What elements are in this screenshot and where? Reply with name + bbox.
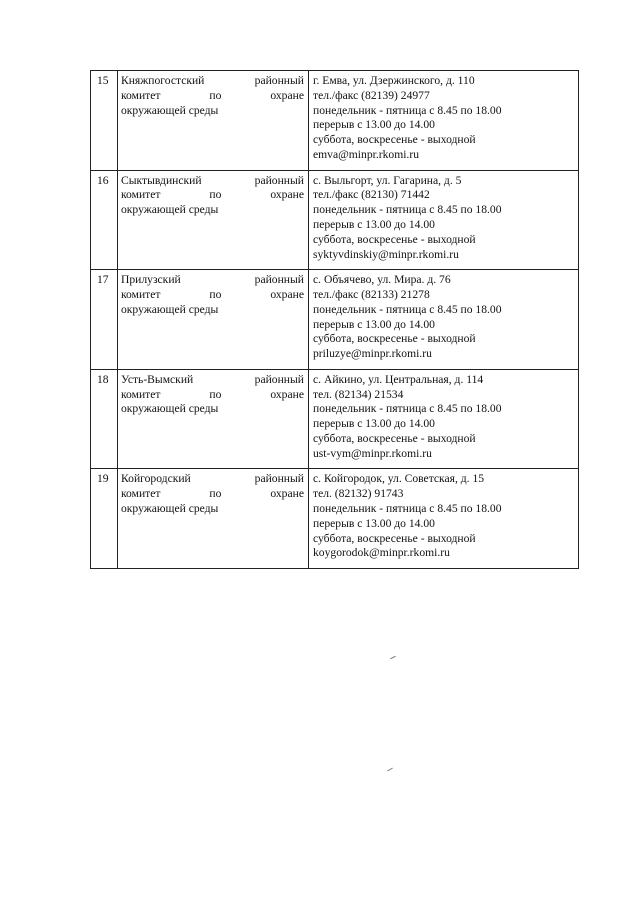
committee-name-word: охране: [270, 287, 304, 301]
break-hours: перерыв с 13.00 до 14.00: [313, 217, 435, 231]
committee-name-line: [121, 373, 304, 388]
committee-name-line: [121, 487, 304, 502]
committee-name-word: охране: [270, 487, 304, 501]
break-hours: перерыв с 13.00 до 14.00: [313, 317, 435, 331]
break-hours: перерыв с 13.00 до 14.00: [313, 118, 435, 132]
address: г. Емва, ул. Дзержинского, д. 110: [313, 74, 475, 87]
table-row: [91, 469, 579, 569]
offices-table-body: [91, 71, 579, 569]
committee-name-line: [121, 89, 304, 104]
phone: тел./факс (82139) 24977: [313, 88, 430, 102]
committee-name-line: [121, 402, 304, 417]
committee-name-word: комитет: [121, 387, 161, 401]
table-row: [91, 369, 579, 469]
break-hours: перерыв с 13.00 до 14.00: [313, 417, 435, 431]
committee-name-word: по: [209, 188, 222, 202]
address: с. Айкино, ул. Центральная, д. 114: [313, 372, 484, 386]
committee-name-word: по: [209, 88, 222, 102]
break-hours: перерыв с 13.00 до 14.00: [313, 516, 435, 530]
weekend-days: суббота, воскресенье - выходной: [313, 531, 476, 545]
scan-mark: [387, 768, 393, 772]
email[interactable]: koygorodok@minpr.rkomi.ru: [313, 546, 450, 560]
email[interactable]: ust-vym@minpr.rkomi.ru: [313, 446, 432, 460]
table-row: [91, 270, 579, 370]
committee-name-line: [121, 472, 304, 487]
committee-name-word: Усть-Вымский: [121, 372, 194, 386]
committee-name-word: районный: [254, 472, 304, 486]
contact-info-cell: [309, 71, 579, 171]
committee-name-word: районный: [254, 372, 304, 386]
committee-name-line: [121, 188, 304, 203]
working-hours: понедельник - пятница с 8.45 по 18.00: [313, 501, 502, 515]
committee-name-word: по: [209, 287, 222, 301]
email[interactable]: priluzye@minpr.rkomi.ru: [313, 347, 432, 361]
committee-name-word: по: [209, 487, 222, 501]
committee-name-line: [121, 288, 304, 303]
address: с. Объячево, ул. Мира. д. 76: [313, 273, 451, 287]
row-number-cell: [91, 469, 118, 569]
committee-name-line: [121, 104, 304, 119]
row-number-cell: [91, 170, 118, 270]
working-hours: понедельник - пятница с 8.45 по 18.00: [313, 203, 502, 217]
phone: тел. (82132) 91743: [313, 487, 404, 501]
contact-info-cell: [309, 369, 579, 469]
committee-name-word: районный: [254, 74, 304, 87]
committee-name-word: районный: [254, 273, 304, 287]
row-number: 18: [97, 372, 109, 386]
committee-name-line: [121, 303, 304, 318]
committee-name-word: охране: [270, 88, 304, 102]
row-number: 15: [97, 74, 109, 87]
row-number: 17: [97, 273, 109, 287]
committee-name-word: Койгородский: [121, 472, 191, 486]
committee-name-line: [121, 273, 304, 288]
phone: тел. (82134) 21534: [313, 387, 404, 401]
address: с. Койгородок, ул. Советская, д. 15: [313, 472, 485, 486]
committee-name-word: комитет: [121, 487, 161, 501]
committee-name-cell: [118, 469, 309, 569]
row-number-cell: [91, 369, 118, 469]
committee-name-cell: [118, 170, 309, 270]
committee-name-word: Прилузский: [121, 273, 181, 287]
row-number: 19: [97, 472, 109, 486]
committee-name-line: [121, 502, 304, 517]
committee-name-word: окружающей среды: [121, 302, 219, 316]
row-number-cell: [91, 71, 118, 171]
weekend-days: суббота, воскресенье - выходной: [313, 431, 476, 445]
committee-name-word: окружающей среды: [121, 501, 219, 515]
committee-name-word: по: [209, 387, 222, 401]
row-number: 16: [97, 173, 109, 187]
weekend-days: суббота, воскресенье - выходной: [313, 232, 476, 246]
committee-name-cell: [118, 71, 309, 171]
scan-mark: [390, 656, 396, 659]
email[interactable]: emva@minpr.rkomi.ru: [313, 147, 419, 161]
weekend-days: суббота, воскресенье - выходной: [313, 133, 476, 147]
contact-info-cell: [309, 170, 579, 270]
address: с. Выльгорт, ул. Гагарина, д. 5: [313, 173, 462, 187]
phone: тел./факс (82130) 71442: [313, 188, 430, 202]
committee-name-word: районный: [254, 173, 304, 187]
committee-name-cell: [118, 270, 309, 370]
committee-name-line: [121, 388, 304, 403]
phone: тел./факс (82133) 21278: [313, 287, 430, 301]
committee-name-word: окружающей среды: [121, 203, 219, 217]
committee-name-word: охране: [270, 188, 304, 202]
working-hours: понедельник - пятница с 8.45 по 18.00: [313, 103, 502, 117]
contact-info-cell: [309, 270, 579, 370]
committee-name-word: комитет: [121, 88, 161, 102]
committee-name-line: [121, 203, 304, 218]
committee-name-word: окружающей среды: [121, 103, 219, 117]
committee-name-line: [121, 174, 304, 189]
table-row: [91, 170, 579, 270]
committee-name-line: [121, 74, 304, 89]
contact-info-cell: [309, 469, 579, 569]
committee-name-word: Княжпогостский: [121, 74, 205, 87]
committee-name-word: комитет: [121, 188, 161, 202]
weekend-days: суббота, воскресенье - выходной: [313, 332, 476, 346]
row-number-cell: [91, 270, 118, 370]
committee-name-word: Сыктывдинский: [121, 173, 202, 187]
committee-name-word: охране: [270, 387, 304, 401]
table-row: [91, 71, 579, 171]
email[interactable]: syktyvdinskiy@minpr.rkomi.ru: [313, 247, 459, 261]
working-hours: понедельник - пятница с 8.45 по 18.00: [313, 302, 502, 316]
committee-name-word: окружающей среды: [121, 402, 219, 416]
committee-name-cell: [118, 369, 309, 469]
offices-table: [90, 70, 579, 569]
committee-name-word: комитет: [121, 287, 161, 301]
working-hours: понедельник - пятница с 8.45 по 18.00: [313, 402, 502, 416]
